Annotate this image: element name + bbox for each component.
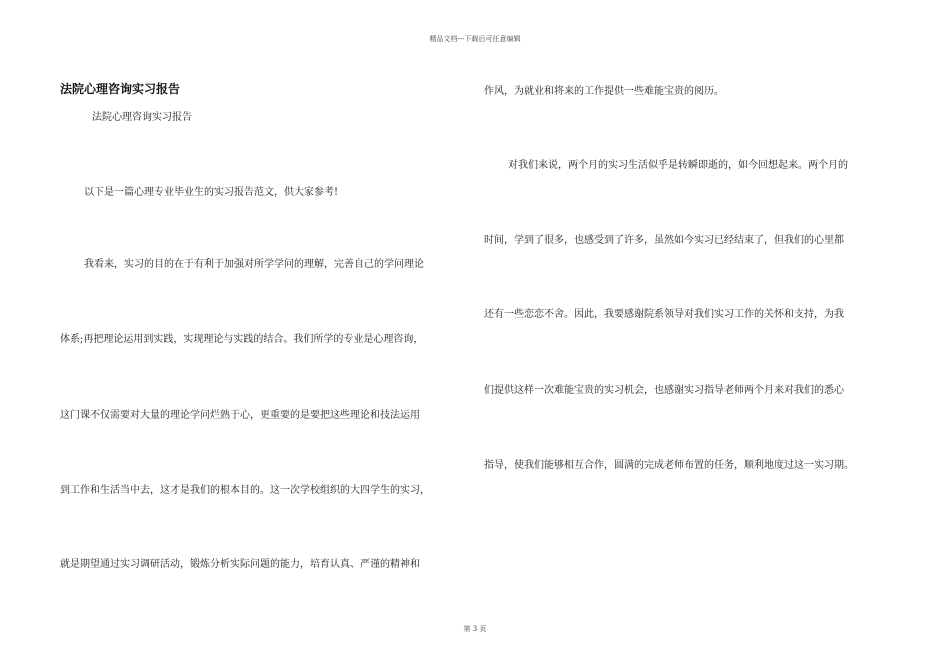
body-line: 时间，学到了很多，也感受到了许多，虽然如今实习已经结束了，但我们的心里都 xyxy=(484,235,844,246)
body-line: 作风，为就业和将来的工作提供一些难能宝贵的阅历。 xyxy=(484,86,724,97)
body-line: 体系;再把理论运用到实践，实现理论与实践的结合。我们所学的专业是心理咨询， xyxy=(60,334,424,345)
body-line: 我看来，实习的目的在于有利于加强对所学学问的理解，完善自己的学问理论 xyxy=(84,259,424,270)
document-title: 法院心理咨询实习报告 xyxy=(60,82,181,96)
body-line: 指导，使我们能够相互合作，圆满的完成老师布置的任务，顺利地度过这一实习期。 xyxy=(484,460,854,471)
body-line: 就是期望通过实习调研活动，锻炼分析实际问题的能力，培育认真、严谨的精神和 xyxy=(60,559,420,570)
body-line: 们提供这样一次难能宝贵的实习机会，也感谢实习指导老师两个月来对我们的悉心 xyxy=(484,385,844,396)
page-number: 第 3 页 xyxy=(463,625,487,633)
body-line: 这门课不仅需要对大量的理论学问烂熟于心，更重要的是要把这些理论和技法运用 xyxy=(60,410,420,421)
body-line: 对我们来说，两个月的实习生活似乎是转瞬即逝的，如今回想起来。两个月的 xyxy=(508,160,848,171)
body-line: 还有一些恋恋不舍。因此，我要感谢院系领导对我们实习工作的关怀和支持，为我 xyxy=(484,309,844,320)
document-header-note: 精品文档---下载后可任意编辑 xyxy=(429,35,521,43)
body-line: 以下是一篇心理专业毕业生的实习报告范文，供大家参考! xyxy=(84,187,339,198)
body-line: 到工作和生活当中去，这才是我们的根本目的。这一次学校组织的大四学生的实习， xyxy=(60,485,430,496)
document-subtitle: 法院心理咨询实习报告 xyxy=(92,112,192,123)
